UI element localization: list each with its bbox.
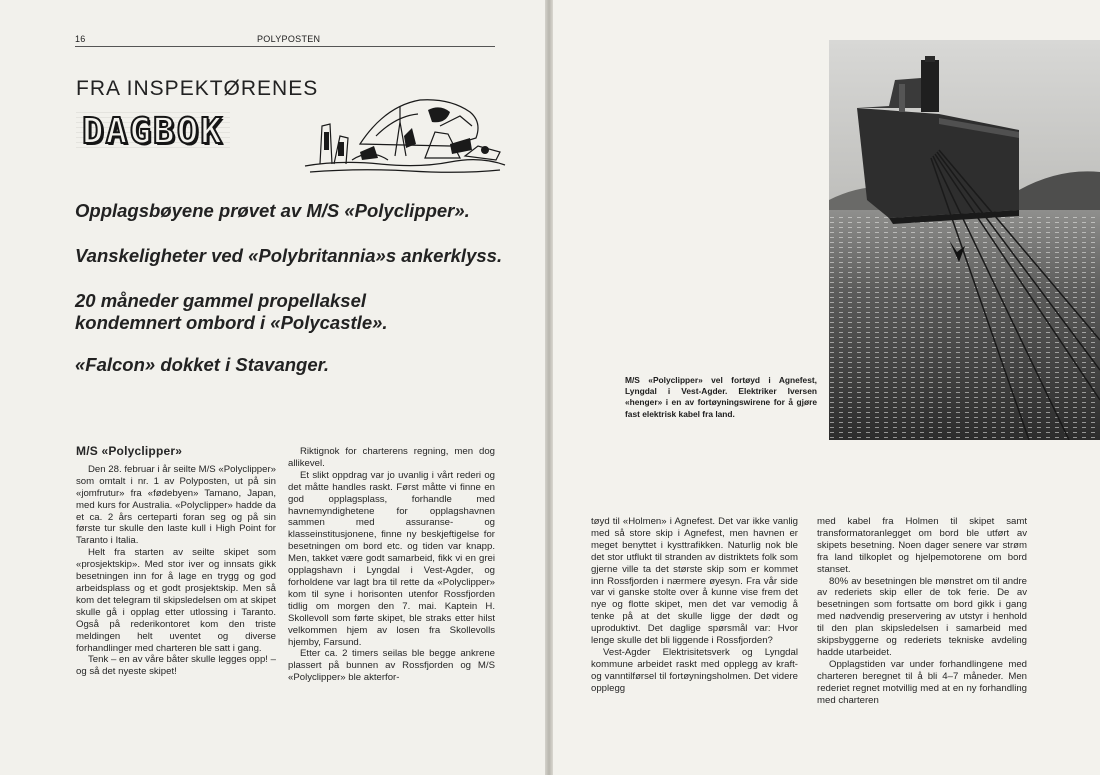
photo-caption: M/S «Polyclipper» vel fortøyd i Agnefest, Lyngdal i Vest-Agder. Elektriker Iversen «henger» i en av fortøyningswirene for å gjøre fast elektrisk kabel fra land. — [625, 375, 817, 419]
masthead-title: DAGBOK — [76, 111, 230, 152]
harbour-sketch-illustration — [300, 86, 510, 178]
article-column-3 — [591, 516, 798, 695]
moored-ship-image — [829, 40, 1100, 440]
paragraph: tøyd til «Holmen» i Agnefest. Det var ikke vanlig med så store skip i Agnefest, men havnen er meget benyttet i kysttrafikken. Naturlig nok ble det stor utflukt til stranden av distriktets folk som gjerne ville ta det største skip som er kommet inn Rossfjorden i nærmere øyesyn. Fra vår side var vi ganske stolte over å kunne vise frem det nye og flotte skipet, men det var vemodig å tenke på at det skulle ligge der dødt og uproduktivt. Det daglige spørsmål var: Hvor lenge skulle det bli liggende i Rossfjorden? — [591, 516, 798, 647]
headline-2: Vanskeligheter ved «Polybritannia»s ankerklyss. — [75, 245, 503, 266]
page-number: 16 — [75, 34, 86, 44]
running-header — [75, 31, 495, 47]
paragraph: Tenk – en av våre båter skulle legges opp! – og så det nyeste skipet! — [76, 654, 276, 678]
ship-photo — [829, 40, 1100, 440]
paragraph: Et slikt oppdrag var jo uvanlig i vårt rederi og det måtte handles raskt. Først måtte vi finne en god opplagsplass, forhandle med havnemyndighetene for opplagshavnen sammen med assuranse- og klasseinstitusjonene, finne ny beskjeftigelse for besetningen om bord etc. og tiden var knapp. Men, takket være godt samarbeid, fikk vi en grei opplagshavn i Lyngdal i Vest-Agder, og forholdene var lagt bra til rette da «Polyclipper» kom til syne i horisonten utenfor Rossfjorden tidlig om morgen den 7. mai. Kaptein H. Skollevoll som førte skipet, ble straks etter hilst velkommen hjem av losen fra Skollevolls hjemby, Farsund. — [288, 469, 495, 648]
paragraph: Helt fra starten av seilte skipet som «prosjektskip». Med stor iver og innsats gikk besetningen inn for å lage en trygg og god arbeidsplass og et godt prosjektskip. Men så kom det telegram til skipsledelsen om at skipet skulle gå i opplag etter utlossing i Taranto. Også på rederikontoret kom den triste meldingen helt uventet og diverse forhandlinger med charteren ble satt i gang. — [76, 547, 276, 654]
paragraph: Vest-Agder Elektrisitetsverk og Lyngdal kommune arbeidet raskt med opplegg av kraft- og vanntilførsel til fortøyningsholmen. Det videre opplegg — [591, 646, 798, 694]
headline-1: Opplagsbøyene prøvet av M/S «Polyclipper». — [75, 200, 470, 221]
left-page — [0, 0, 545, 775]
article-column-1 — [76, 446, 276, 678]
right-page — [553, 0, 1100, 775]
article-column-2 — [288, 446, 495, 684]
paragraph: Den 28. februar i år seilte M/S «Polyclipper» som omtalt i nr. 1 av Polyposten, ut på sin «jomfrutur» fra «fødebyen» Tamano, Japan, med kurs for Australia. «Polyclipper» hadde da et ca. 2 års certeparti foran seg og på sin første tur skulle den laste kull i High Point for Taranto i Italia. — [76, 463, 276, 547]
article-subheading: M/S «Polyclipper» — [76, 444, 183, 458]
article-column-4 — [817, 516, 1027, 707]
paragraph: Opplagstiden var under forhandlingene med charteren beregnet til å bli 4–7 måneder. Men rederiet regnet motvillig med at en ny forhandling med charteren — [817, 658, 1027, 706]
page-gutter — [545, 0, 553, 775]
publication-title: POLYPOSTEN — [257, 34, 321, 44]
headline-3: 20 måneder gammel propellaksel kondemnert ombord i «Polycastle». — [75, 290, 388, 333]
paragraph: 80% av besetningen ble mønstret om til andre av rederiets skip eller de tok ferie. De av besetningen som fortsatte om bord gikk i gang med nødvendig preservering av utstyr i henhold til den plan skipsledelsen i samarbeid med skipsbyggerne og rederiets tekniske avdeling hadde utarbeidet. — [817, 575, 1027, 658]
headline-4: «Falcon» dokket i Stavanger. — [75, 354, 329, 375]
paragraph: med kabel fra Holmen til skipet samt transformatoranlegget om bord ble utført av skipets besetning. Noen dager senere var strøm fra land tilkoplet og hjelpemotorene om bord stanset. — [817, 516, 1027, 575]
masthead-kicker: FRA INSPEKTØRENES — [76, 77, 319, 100]
paragraph: Etter ca. 2 timers seilas ble begge ankrene plassert på bunnen av Rossfjorden og M/S «Polyclipper» ble akterfor- — [288, 648, 495, 684]
paragraph: Riktignok for charterens regning, men dog allikevel. — [288, 446, 495, 469]
